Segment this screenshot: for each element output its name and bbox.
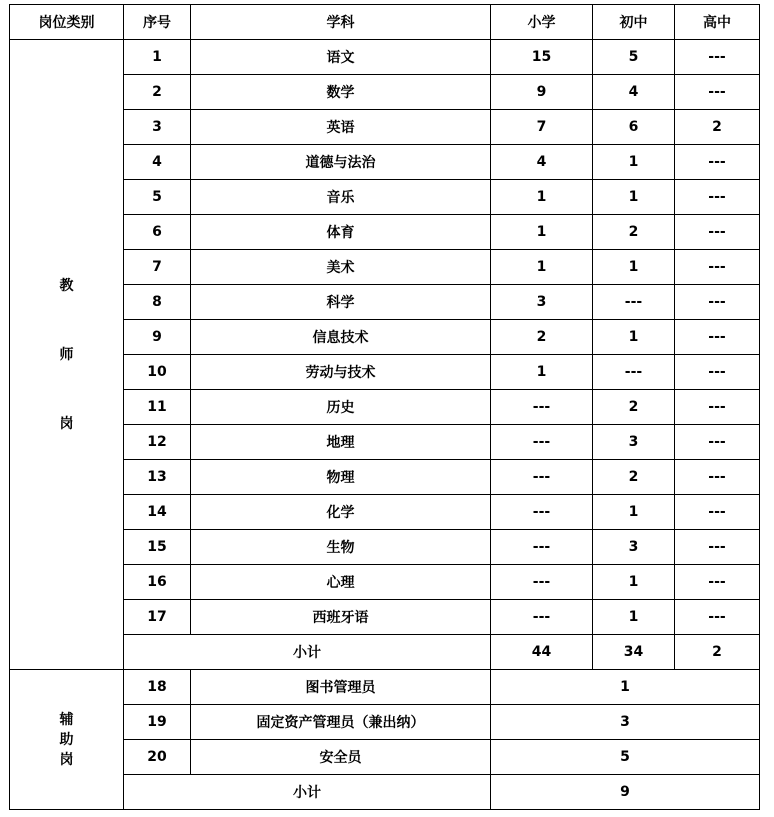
row-index: 11 xyxy=(124,390,191,425)
row-high: --- xyxy=(675,495,760,530)
row-subject: 固定资产管理员（兼出纳） xyxy=(191,705,491,740)
row-subject: 信息技术 xyxy=(191,320,491,355)
row-count: 3 xyxy=(491,705,760,740)
row-high: --- xyxy=(675,215,760,250)
header-row xyxy=(10,5,760,40)
row-primary: --- xyxy=(491,460,593,495)
row-index: 2 xyxy=(124,75,191,110)
row-index: 7 xyxy=(124,250,191,285)
row-middle: 1 xyxy=(593,145,675,180)
row-index: 17 xyxy=(124,600,191,635)
row-primary: 2 xyxy=(491,320,593,355)
table-row xyxy=(10,40,760,75)
category-teacher xyxy=(10,40,124,670)
row-index: 14 xyxy=(124,495,191,530)
row-high: --- xyxy=(675,180,760,215)
row-index: 15 xyxy=(124,530,191,565)
row-primary: 7 xyxy=(491,110,593,145)
row-primary: --- xyxy=(491,495,593,530)
row-index: 3 xyxy=(124,110,191,145)
subtotal-high: 2 xyxy=(675,635,760,670)
row-subject: 图书管理员 xyxy=(191,670,491,705)
row-middle: 1 xyxy=(593,180,675,215)
row-high: 2 xyxy=(675,110,760,145)
header-middle: 初中 xyxy=(593,5,675,40)
staffing-table xyxy=(9,4,760,810)
row-index: 19 xyxy=(124,705,191,740)
row-middle: 2 xyxy=(593,215,675,250)
row-middle: 5 xyxy=(593,40,675,75)
row-subject: 地理 xyxy=(191,425,491,460)
header-primary: 小学 xyxy=(491,5,593,40)
row-index: 18 xyxy=(124,670,191,705)
row-middle: --- xyxy=(593,285,675,320)
row-index: 9 xyxy=(124,320,191,355)
row-index: 12 xyxy=(124,425,191,460)
row-index: 8 xyxy=(124,285,191,320)
row-subject: 安全员 xyxy=(191,740,491,775)
row-count: 5 xyxy=(491,740,760,775)
row-index: 13 xyxy=(124,460,191,495)
row-primary: --- xyxy=(491,600,593,635)
row-high: --- xyxy=(675,250,760,285)
row-middle: --- xyxy=(593,355,675,390)
row-subject: 美术 xyxy=(191,250,491,285)
row-middle: 1 xyxy=(593,320,675,355)
row-index: 10 xyxy=(124,355,191,390)
row-middle: 3 xyxy=(593,530,675,565)
row-primary: 3 xyxy=(491,285,593,320)
row-middle: 1 xyxy=(593,565,675,600)
row-primary: 1 xyxy=(491,250,593,285)
row-middle: 1 xyxy=(593,250,675,285)
row-subject: 劳动与技术 xyxy=(191,355,491,390)
category-char: 师 xyxy=(59,346,74,363)
row-middle: 4 xyxy=(593,75,675,110)
row-high: --- xyxy=(675,460,760,495)
subtotal-middle: 34 xyxy=(593,635,675,670)
row-subject: 科学 xyxy=(191,285,491,320)
row-subject: 体育 xyxy=(191,215,491,250)
row-index: 16 xyxy=(124,565,191,600)
row-middle: 3 xyxy=(593,425,675,460)
row-primary: --- xyxy=(491,530,593,565)
row-middle: 1 xyxy=(593,495,675,530)
table-row xyxy=(10,670,760,705)
category-char: 助 xyxy=(59,731,74,748)
row-primary: 1 xyxy=(491,215,593,250)
row-subject: 西班牙语 xyxy=(191,600,491,635)
row-subject: 数学 xyxy=(191,75,491,110)
row-index: 20 xyxy=(124,740,191,775)
row-subject: 历史 xyxy=(191,390,491,425)
subtotal-label: 小计 xyxy=(124,635,491,670)
row-high: --- xyxy=(675,600,760,635)
row-primary: 9 xyxy=(491,75,593,110)
row-high: --- xyxy=(675,355,760,390)
row-primary: 1 xyxy=(491,180,593,215)
row-primary: --- xyxy=(491,565,593,600)
row-high: --- xyxy=(675,75,760,110)
row-middle: 2 xyxy=(593,460,675,495)
row-subject: 语文 xyxy=(191,40,491,75)
row-high: --- xyxy=(675,145,760,180)
row-high: --- xyxy=(675,530,760,565)
row-subject: 物理 xyxy=(191,460,491,495)
header-subject: 学科 xyxy=(191,5,491,40)
row-middle: 2 xyxy=(593,390,675,425)
subtotal-primary: 44 xyxy=(491,635,593,670)
row-primary: 1 xyxy=(491,355,593,390)
row-primary: 15 xyxy=(491,40,593,75)
header-high: 高中 xyxy=(675,5,760,40)
row-index: 5 xyxy=(124,180,191,215)
row-middle: 1 xyxy=(593,600,675,635)
row-index: 4 xyxy=(124,145,191,180)
category-char: 辅 xyxy=(59,711,74,728)
row-middle: 6 xyxy=(593,110,675,145)
row-subject: 英语 xyxy=(191,110,491,145)
row-primary: 4 xyxy=(491,145,593,180)
row-high: --- xyxy=(675,40,760,75)
row-subject: 心理 xyxy=(191,565,491,600)
row-index: 6 xyxy=(124,215,191,250)
row-primary: --- xyxy=(491,390,593,425)
row-high: --- xyxy=(675,285,760,320)
header-category: 岗位类别 xyxy=(10,5,124,40)
row-high: --- xyxy=(675,425,760,460)
row-high: --- xyxy=(675,320,760,355)
row-high: --- xyxy=(675,390,760,425)
row-subject: 音乐 xyxy=(191,180,491,215)
row-count: 1 xyxy=(491,670,760,705)
row-high: --- xyxy=(675,565,760,600)
row-index: 1 xyxy=(124,40,191,75)
header-index: 序号 xyxy=(124,5,191,40)
category-char: 岗 xyxy=(59,751,74,768)
category-aux xyxy=(10,670,124,810)
subtotal-label: 小计 xyxy=(124,775,491,810)
category-char: 岗 xyxy=(59,415,74,432)
row-subject: 化学 xyxy=(191,495,491,530)
row-subject: 生物 xyxy=(191,530,491,565)
category-char: 教 xyxy=(59,277,74,294)
row-primary: --- xyxy=(491,425,593,460)
row-subject: 道德与法治 xyxy=(191,145,491,180)
subtotal-count: 9 xyxy=(491,775,760,810)
